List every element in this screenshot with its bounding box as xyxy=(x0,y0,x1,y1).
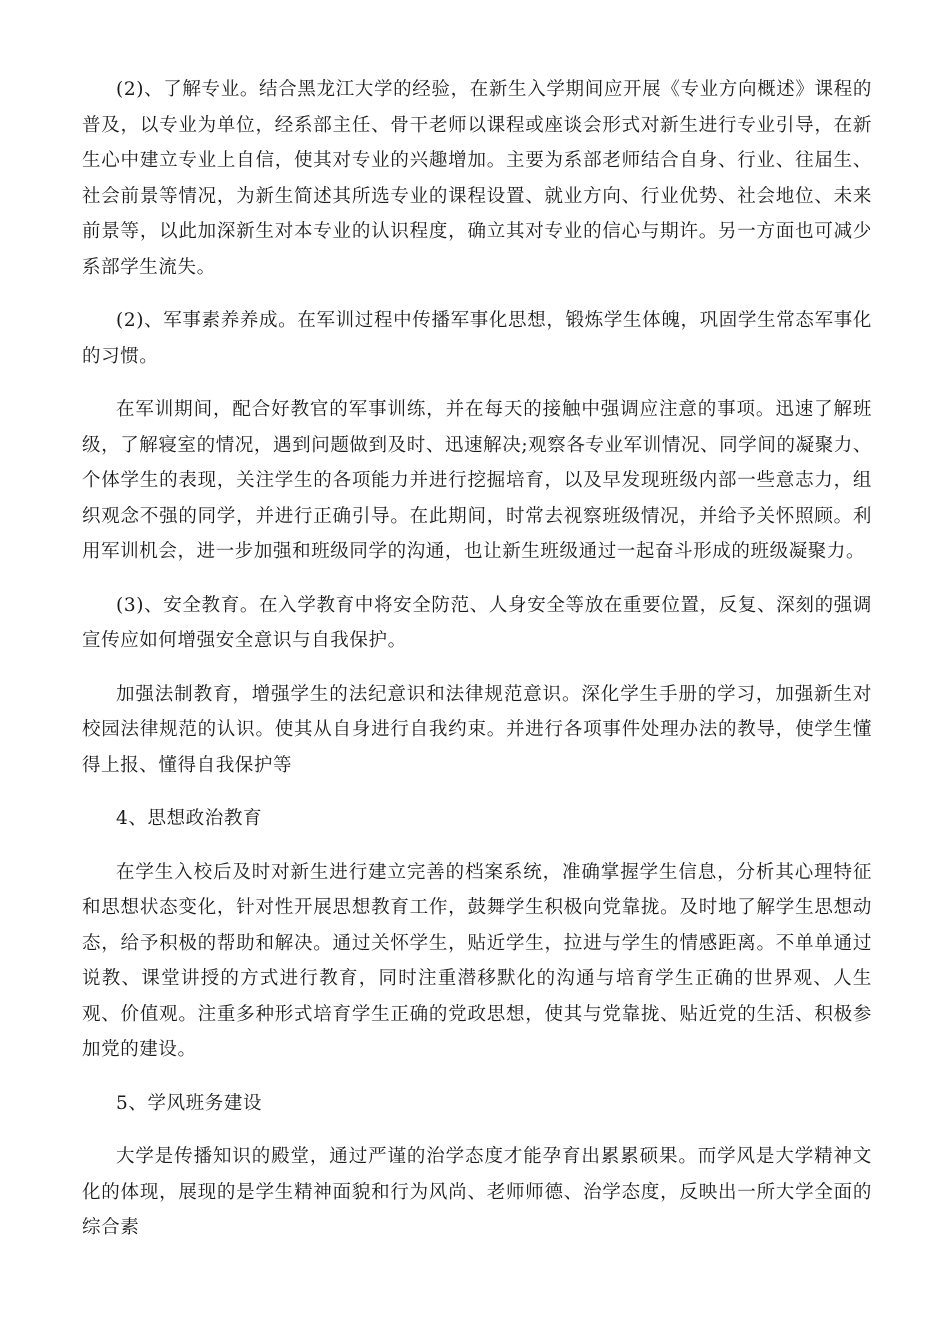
paragraph-understand-major: (2)、了解专业。结合黑龙江大学的经验，在新生入学期间应开展《专业方向概述》课程的普及，以专业为单位，经系部主任、骨干老师以课程或座谈会形式对新生进行专业引导，在新生心中建立专业上自信，使其对专业的兴趣增加。主要为系部老师结合自身、行业、往届生、社会前景等情况，为新生简述其所选专业的课程设置、就业方向、行业优势、社会地位、未来前景等，以此加深新生对本专业的认识程度，确立其对专业的信心与期许。另一方面也可减少系部学生流失。 xyxy=(82,79,872,278)
paragraph-military-literacy: (2)、军事素养养成。在军训过程中传播军事化思想，锻炼学生体魄，巩固学生常态军事化的习惯。 xyxy=(82,310,872,367)
paragraph-military-training: 在军训期间，配合好教官的军事训练，并在每天的接触中强调应注意的事项。迅速了解班级，了解寝室的情况，遇到问题做到及时、迅速解决;观察各专业军训情况、同学间的凝聚力、个体学生的表现，关注学生的各项能力并进行挖掘培育，以及早发现班级内部一些意志力，组织观念不强的同学，并进行正确引导。在此期间，时常去视察班级情况，并给予关怀照顾。利用军训机会，进一步加强和班级同学的沟通，也让新生班级通过一起奋斗形成的班级凝聚力。 xyxy=(82,399,872,562)
paragraph-safety-education: (3)、安全教育。在入学教育中将安全防范、人身安全等放在重要位置，反复、深刻的强调宣传应如何增强安全意识与自我保护。 xyxy=(82,594,872,651)
paragraph-ideological-education: 在学生入校后及时对新生进行建立完善的档案系统，准确掌握学生信息，分析其心理特征和思想状态变化，针对性开展思想教育工作，鼓舞学生积极向党靠拢。及时地了解学生思想动态，给予积极的帮助和解决。通过关怀学生，贴近学生，拉进与学生的情感距离。不单单通过说教、课堂讲授的方式进行教育，同时注重潜移默化的沟通与培育学生正确的世界观、人生观、价值观。注重多种形式培育学生正确的党政思想，使其与党靠拢、贴近党的生活、积极参加党的建设。 xyxy=(82,861,872,1060)
section-heading-study-style: 5、学风班务建设 xyxy=(116,1092,263,1114)
section-heading-ideological-education: 4、思想政治教育 xyxy=(116,808,263,829)
document-body xyxy=(82,72,872,1264)
paragraph-study-style: 大学是传播知识的殿堂，通过严谨的治学态度才能孕育出累累硕果。而学风是大学精神文化的体现，展现的是学生精神面貌和行为风尚、老师师德、治学态度，反映出一所大学全面的综合素 xyxy=(82,1146,872,1238)
paragraph-legal-education: 加强法制教育，增强学生的法纪意识和法律规范意识。深化学生手册的学习，加强新生对校园法律规范的认识。使其从自身进行自我约束。并进行各项事件处理办法的教导，使学生懂得上报、懂得自我保护等 xyxy=(82,683,872,776)
